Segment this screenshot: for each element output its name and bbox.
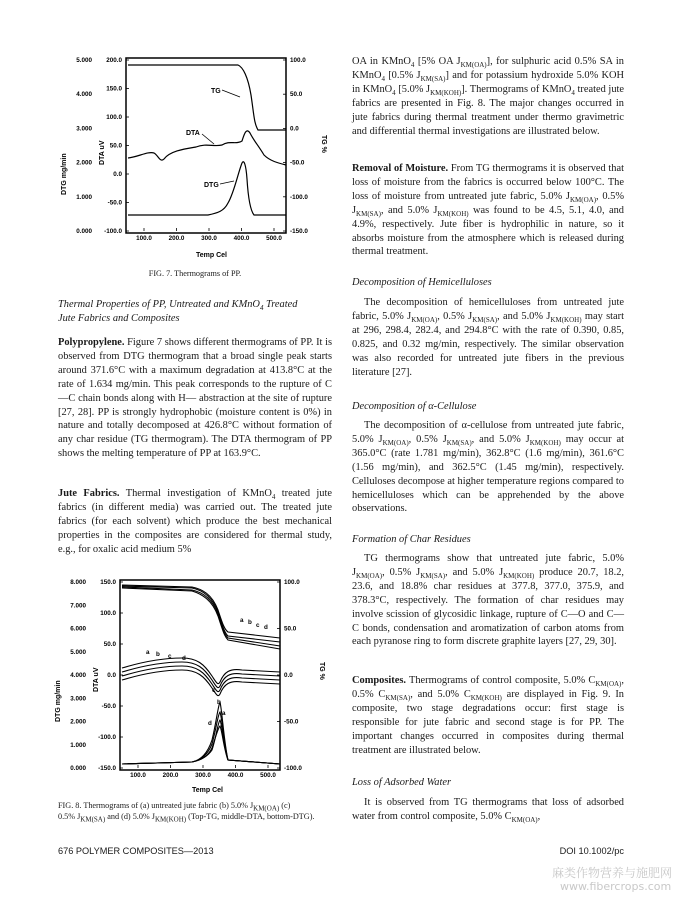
fig7-label-dta: DTA [186,130,200,137]
f7-y-right-tick: -150.0 [290,228,308,235]
f8-x-tick: 200.0 [162,772,179,779]
section-thermal-pp [58,298,332,326]
f7-y-mid-tick: 0.0 [113,171,122,178]
fig8-y-mid-label: DTA uV [93,667,100,692]
section-heading-thermal-pp: Thermal Properties of PP, Untreated and KMnO$_4$ Treated Jute Fabrics and Composites [58,299,298,324]
f8-y-right-tick: -100.0 [284,765,302,772]
f8-y-mid-tick: 150.0 [100,579,116,586]
fig8-dta-curve-d [122,670,280,696]
f8-y-left-tick: 1.000 [70,741,86,749]
f7-x-tick: 400.0 [233,235,250,242]
f7-x-tick: 300.0 [201,235,217,242]
section-heading-alpha-cellulose: Decomposition of α-Cellulose [352,401,477,412]
f7-y-right-tick: -50.0 [290,159,305,167]
f7-x-tick: 200.0 [168,235,185,242]
f7-y-mid-tick: 200.0 [106,57,122,64]
fig8-dta-letter-a: a [146,649,150,656]
paragraph-polypropylene: Polypropylene. Figure 7 shows different thermograms of PP. It is observed from DTG thermogram that a broad single peak starts around 371.6°C with a maximum degradation at 413.8°C at the rate of 1.634 mg/min. This peak corresponds to the rupture of C—C chain bonds along with H— abstraction at the site of rupture [27, 28]. PP is strongly hydrophobic (moisture content is 0%) in nature and totally decomposed at 426.8°C without formation of any char residue (TG thermogram). The DTA thermogram of PP shows the melting temperature of PP at 163.9°C. [58,337,332,460]
f7-y-right-tick: 0.0 [290,125,299,133]
fig8-caption: FIG. 8. Thermograms of (a) untreated jute fabric (b) 5.0% $J_{KM(OA)}$ (c) 0.5% $J_{KM(SA)}$ and (d) 5.0% $J_{KM(KOH)}$ (Top-TG, middle-DTA, bottom-DTG). [58,801,315,824]
f7-y-mid-tick: 100.0 [106,114,122,121]
fig7-tg-curve [128,65,286,130]
f8-y-left-tick: 6.000 [70,625,86,633]
f7-y-left-tick: 2.000 [76,159,92,167]
fig8-chart [52,572,338,797]
f8-y-mid-tick: 100.0 [100,610,116,617]
f8-y-mid-tick: 50.0 [103,641,116,648]
f7-x-tick: 100.0 [136,235,152,242]
f8-y-right-tick: 50.0 [284,625,297,633]
runin-removal-of-moisture: Removal of Moisture. [352,163,449,174]
fig8-dtg-letter-a: a [222,710,226,717]
fig8-tg-letter-c: c [256,622,260,629]
fig7-y-left-label: DTG mg/min [61,153,68,195]
f7-y-right-tick: 100.0 [290,57,306,64]
f8-x-tick: 500.0 [260,772,276,779]
f7-y-mid-tick: -50.0 [107,199,122,207]
f8-y-left-tick: 8.000 [70,579,86,586]
f7-y-right-tick: 50.0 [290,91,303,99]
fig7-x-label: Temp Cel [196,252,227,259]
fig8-x-label: Temp Cel [192,787,223,794]
fig8-tg-curve-d [122,588,280,649]
paragraph-composites: Composites. Thermograms of control composite, 5.0% $C_{KM(OA)}$, 0.5% $C_{KM(SA)}$, and 5.0% $C_{KM(KOH)}$ are displayed in Fig. 9. In composite, two stage degradations occur: first stage is responsible for jute fabric and second stage is for PP. The important changes occurred in composites during thermal treatment are illustrated below. [352,675,625,756]
f8-y-left-tick: 5.000 [70,648,86,656]
f8-y-mid-tick: -150.0 [98,765,116,772]
f8-y-mid-tick: -100.0 [98,734,116,741]
f8-x-tick: 300.0 [195,772,211,779]
f8-y-left-tick: 3.000 [70,695,86,703]
runin-polypropylene: Polypropylene. [58,337,125,348]
fig7-label-dtg: DTG [204,182,219,189]
fig7-y-mid-label: DTA uV [99,140,106,165]
fig7-chart [58,55,332,265]
fig7-caption: FIG. 7. Thermograms of PP. [148,269,242,278]
f8-y-mid-tick: 0.0 [107,672,116,679]
paragraph-jute-fabrics: Jute Fabrics. Thermal investigation of KMnO$_4$ treated jute fabrics (in different media) was carried out. The treated jute fabrics (for each solvent) which produce the best mechanical properties in the composites are considered for thermal study, e.g., for oxalic acid medium 5% [58,488,332,555]
fig8-dtg-letter-c: c [212,687,216,694]
paragraph-alpha-cellulose: The decomposition of α-cellulose from untreated jute fabric, 5.0% $J_{KM(OA)}$, 0.5% $J_{KM(SA)}$, and 5.0% $J_{KM(KOH)}$ may occur at 365.0°C (rate 1.781 mg/min), 362.8°C (1.6 mg/min), 361.6°C (1.56 mg/min), and 362.5°C (1.45 mg/min), respectively. Celluloses decompose at higher temperature regions compared to hemicelluloses which can be apprehended by the above observations. [352,420,624,515]
fig8-tg-letter-d: d [264,624,268,631]
f8-y-left-tick: 7.000 [70,602,86,610]
fig8-dtg-letter-b: b [217,699,221,706]
fig7-dta-curve [128,131,286,165]
fig8-dta-letter-c: c [168,653,172,660]
fig8-dtg-curve-b [122,712,280,764]
f8-y-left-tick: 0.000 [70,765,86,772]
paragraph-continued: OA in KMnO$_4$ [5% OA $J_{KM(OA)}$], for sulphuric acid 0.5% SA in KMnO$_4$ [0.5% $J_{KM(SA)}$] and for potassium hydroxide 5.0% KOH in KMnO$_4$ [5.0% $J_{KM(KOH)}$]. Thermograms of KMnO$_4$ treated jute fabrics are presented in Fig. 8. The major changes occurred in jute fabrics during thermal treatment under thermo gravimetric and differential thermal investigations are illustrated below. [352,56,625,137]
fig8-tg-curve-b [122,587,280,646]
footer-doi: DOI 10.1002/pc [559,846,624,856]
fig7-label-tg: TG [211,88,221,95]
fig8-tg-letter-a: a [240,617,244,624]
f7-y-left-tick: 3.000 [76,125,92,133]
paragraph-adsorbed-water: It is observed from TG thermograms that loss of adsorbed water from control composite, 5.0% $C_{KM(OA)}$, [352,797,624,824]
fig8-y-left-label: DTG mg/min [55,680,62,722]
f8-y-left-tick: 2.000 [70,718,86,726]
watermark-url: www.fibercrops.com [560,880,672,893]
f7-y-right-tick: -100.0 [290,193,308,201]
f8-x-tick: 100.0 [130,772,146,779]
runin-jute-fabrics: Jute Fabrics. [58,488,120,499]
fig7-y-right-label: TG % [320,135,327,153]
footer-journal: 676 POLYMER COMPOSITES—2013 [58,846,214,856]
fig8-dta-letter-d: d [182,655,186,662]
f8-y-mid-tick: -50.0 [101,703,116,710]
f8-x-tick: 400.0 [227,772,244,779]
paragraph-hemicelluloses: The decomposition of hemicelluloses from untreated jute fabric, 5.0% $J_{KM(OA)}$, 0.5% $J_{KM(SA)}$, and 5.0% $J_{KM(KOH)}$ may start at 296, 298.4, 282.4, and 294.8°C with the rate of 0.390, 0.85, 0.825, and 0.32 mg/min, respectively. The similar observation was also recorded for untreated jute fibers in the previous literature [27]. [352,297,624,378]
runin-composites: Composites. [352,675,406,686]
fig7-tg-leader [222,90,240,97]
watermark-title: 麻类作物营养与施肥网 [552,866,673,880]
section-heading-char-residues: Formation of Char Residues [352,534,471,545]
figure-7 [58,55,332,265]
fig7-dtg-leader [220,181,234,184]
paragraph-char-residues: TG thermograms show that untreated jute fabric, 5.0% $J_{KM(OA)}$, 0.5% $J_{KM(SA)}$, and 5.0% $J_{KM(KOH)}$ produce 20.7, 18.2, 23.6, and 18.8% char residues at 377.8, 377.0, 375.9, and 378.3°C, respectively. The formation of char residues may involve scission of glycosidic linkage, rupture of C—O and C—C bonds, condensation and aromatization of carbon atoms from each pyranose ring to form discrete graphite layers [27, 29, 30]. [352,553,624,648]
figure-8 [52,572,338,797]
fig7-dta-leader [202,134,214,144]
fig8-tg-letter-b: b [248,619,252,626]
f7-y-mid-tick: 150.0 [106,85,122,93]
f7-x-tick: 500.0 [266,235,282,242]
f7-y-mid-tick: -100.0 [104,228,122,235]
f7-y-mid-tick: 50.0 [109,142,122,150]
f7-y-left-tick: 0.000 [76,228,92,235]
paragraph-removal-of-moisture: Removal of Moisture. From TG thermograms it is observed that loss of moisture from the fabrics is occurred below 100°C. The loss of moisture from untreated jute fabric, 5.0% $J_{KM(OA)}$, 0.5% $J_{KM(SA)}$, and 5.0% $J_{KM(KOH)}$ was found to be 4.5, 5.1, 4.0, and 4.9%, respectively. Jute fiber is hydrophilic in nature, so it absorbs moisture from the atmosphere which is released during thermal treatment. [352,163,625,258]
section-heading-hemicelluloses: Decomposition of Hemicelluloses [352,277,492,288]
fig8-dtg-letter-d: d [208,720,212,727]
f8-y-right-tick: -50.0 [284,718,299,726]
fig8-dtg-curve-c [122,702,280,764]
fig8-y-right-label: TG % [318,662,325,680]
f8-y-right-tick: 100.0 [284,579,300,586]
f8-y-right-tick: 0.0 [284,672,293,679]
f7-y-left-tick: 5.000 [76,57,92,64]
fig8-dta-letter-b: b [156,651,160,658]
section-heading-adsorbed-water: Loss of Adsorbed Water [352,777,452,788]
f8-y-left-tick: 4.000 [70,672,86,679]
f7-y-left-tick: 4.000 [76,91,92,99]
fig8-dta-curve-c [122,666,280,692]
f7-y-left-tick: 1.000 [76,193,92,201]
